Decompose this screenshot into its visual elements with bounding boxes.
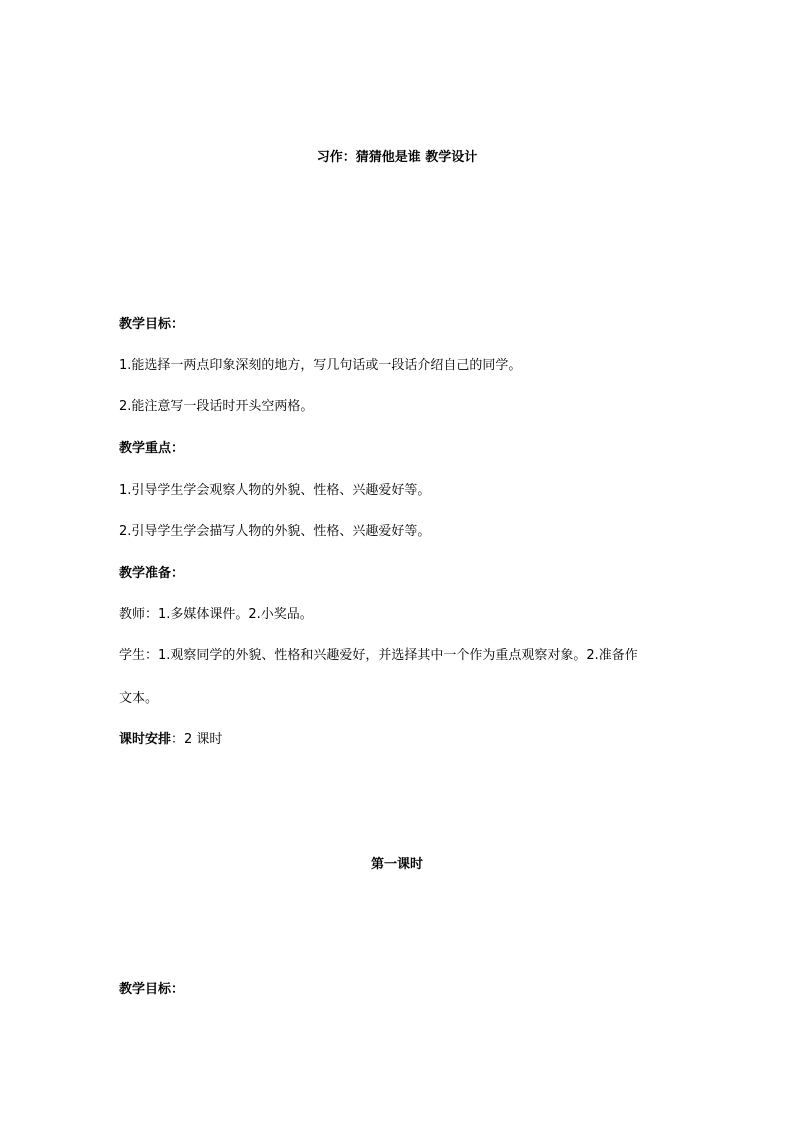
teaching-focus-heading: 教学重点： xyxy=(119,441,185,456)
lesson-one-title: 第一课时 xyxy=(370,857,423,872)
student-prep-line-1: 学生：1.观察同学的外貌、性格和兴趣爱好，并选择其中一个作为重点观察对象。2.准备作 xyxy=(119,648,638,663)
student-prep-line-2: 文本。 xyxy=(119,691,159,706)
teaching-goal-item: 2.能注意写一段话时开头空两格。 xyxy=(119,399,314,414)
lesson-one-goals-heading: 教学目标： xyxy=(119,982,185,997)
teaching-goals-heading: 教学目标： xyxy=(119,317,185,332)
teaching-focus-item: 2.引导学生学会描写人物的外貌、性格、兴趣爱好等。 xyxy=(119,524,431,539)
schedule xyxy=(119,731,222,749)
schedule-label: 课时安排 xyxy=(119,732,172,747)
teaching-goal-item: 1.能选择一两点印象深刻的地方，写几句话或一段话介绍自己的同学。 xyxy=(119,358,522,373)
document-title: 习作：猜猜他是谁 教学设计 xyxy=(316,150,478,165)
teaching-prep-heading: 教学准备： xyxy=(119,566,185,581)
teaching-focus-item: 1.引导学生学会观察人物的外貌、性格、兴趣爱好等。 xyxy=(119,483,431,498)
teacher-prep: 教师：1.多媒体课件。2.小奖品。 xyxy=(119,607,313,622)
schedule-value: ：2 课时 xyxy=(171,732,223,747)
